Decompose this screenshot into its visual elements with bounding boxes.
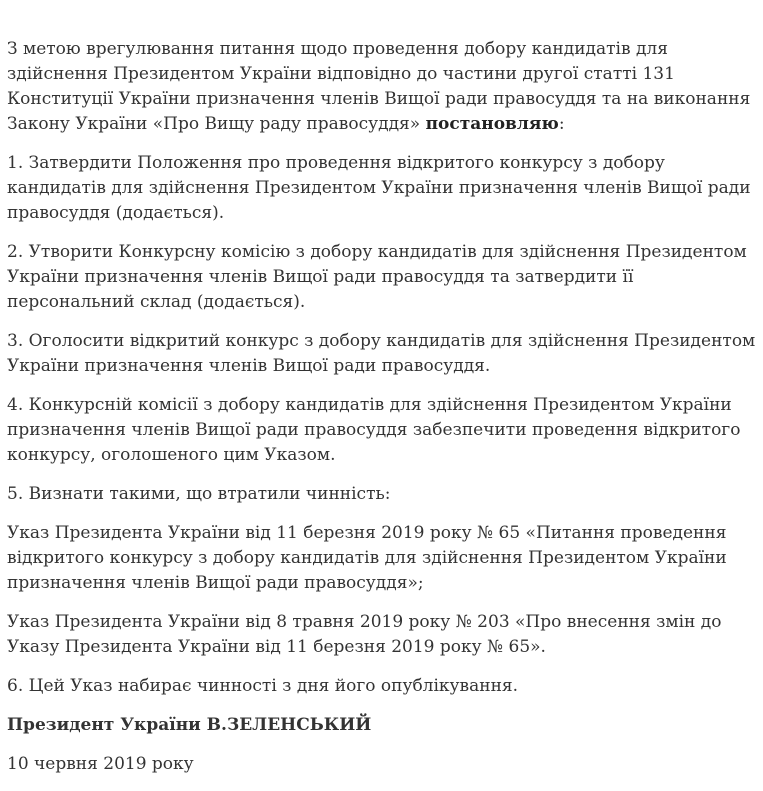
decree-item-6: 6. Цей Указ набирає чинності з дня його опублікування.: [7, 676, 519, 696]
repealed-decree-2: Указ Президента України від 8 травня 2019 року № 203 «Про внесення змін до Указу Президента України від 11 березня 2019 року № 65».: [7, 612, 722, 657]
decree-item-4: 4. Конкурсній комісії з добору кандидатів для здійснення Президентом України призначення членів Вищої ради правосуддя забезпечити проведення відкритого конкурсу, оголошеного цим Указом.: [7, 395, 741, 465]
decree-document: [7, 37, 757, 791]
preamble-paragraph: [7, 37, 757, 137]
decree-item-1: 1. Затвердити Положення про проведення відкритого конкурсу з добору кандидатів для здійснення Президентом України призначення членів Вищої ради правосуддя (додається).: [7, 153, 751, 223]
decree-item-5: 5. Визнати такими, що втратили чинність:: [7, 484, 391, 504]
repealed-decree-1: Указ Президента України від 11 березня 2019 року № 65 «Питання проведення відкритого конкурсу з добору кандидатів для здійснення Президентом України призначення членів Вищої ради правосуддя»;: [7, 523, 727, 593]
preamble-text: З метою врегулювання питання щодо проведення добору кандидатів для здійснення Президентом України відповідно до частини другої статті 131 Конституції України призначення членів Вищої ради правосуддя та на виконання Закону України «Про Вищу раду правосуддя»: [7, 39, 751, 134]
decree-item-2: 2. Утворити Конкурсну комісію з добору кандидатів для здійснення Президентом України призначення членів Вищої ради правосуддя та затвердити її персональний склад (додається).: [7, 242, 747, 312]
preamble-end: :: [558, 114, 565, 134]
decree-date: 10 червня 2019 року: [7, 754, 194, 774]
decree-item-3: 3. Оголосити відкритий конкурс з добору кандидатів для здійснення Президентом України призначення членів Вищої ради правосуддя.: [7, 331, 756, 376]
preamble-bold-word: постановляю: [425, 114, 559, 134]
signature: Президент України В.ЗЕЛЕНСЬКИЙ: [7, 715, 372, 735]
